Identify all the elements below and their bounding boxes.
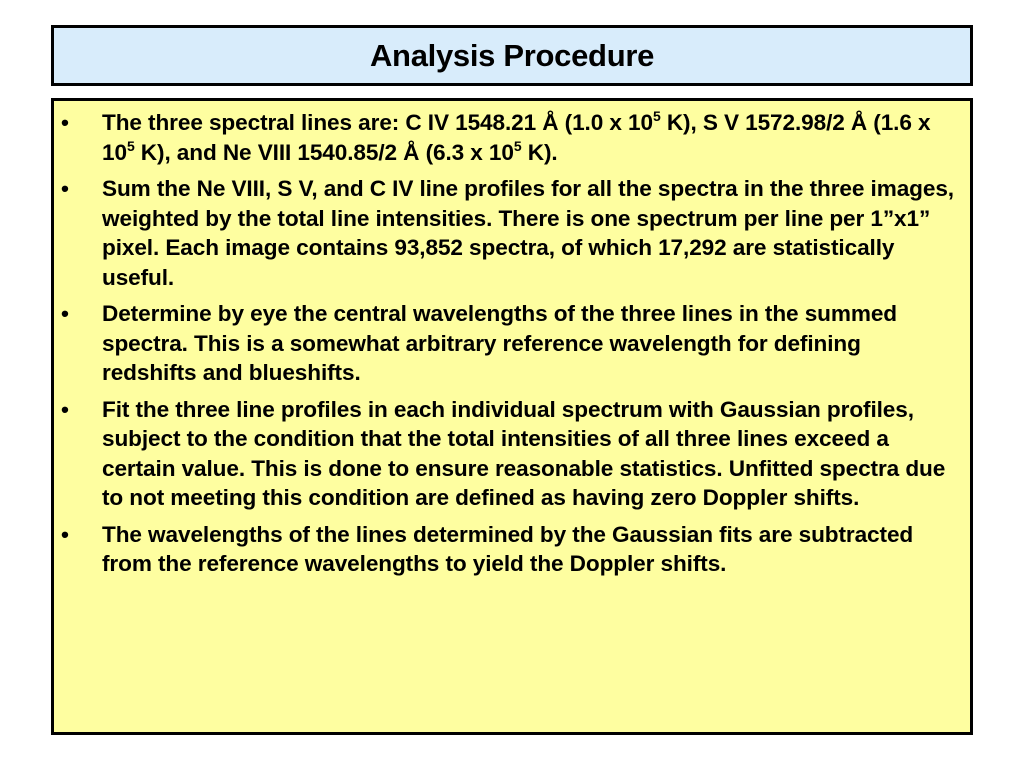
bullet-item: [54, 520, 960, 579]
superscript: 5: [652, 108, 661, 124]
bullet-symbol: •: [61, 176, 69, 201]
bullet-item: [54, 174, 960, 292]
text-run: K), and Ne VIII 1540.85/2 Å (6.3 x 10: [134, 139, 514, 165]
bullet-text: [102, 397, 945, 511]
superscript: 5: [513, 137, 522, 154]
text-run: The wavelengths of the lines determined by the Gaussian fits are subtracted from the reference wavelengths to yield the Doppler shifts.: [102, 521, 914, 576]
title-box: [51, 25, 973, 86]
slide-title: Analysis Procedure: [369, 37, 655, 73]
text-run: K).: [521, 139, 558, 165]
text-run: Fit the three line profiles in each individual spectrum with Gaussian profiles, subject to the condition that the total intensities of all three lines exceed a certain value. This is done to ensure reasonable statistics. Unfitted spectra due to not meeting this condition are defined as having zero Doppler shifts.: [102, 396, 946, 510]
text-run: Sum the Ne VIII, S V, and C IV line profiles for all the spectra in the three images, weighted by the total line intensities. There is one spectrum per line per 1”x1” pixel. Each image contains 93,852 spectra, of which 17,292 are statistically useful.: [102, 176, 954, 290]
content-box: [51, 98, 973, 735]
bullet-symbol: •: [61, 521, 69, 547]
bullet-item: [54, 108, 960, 167]
bullet-item: [54, 395, 960, 513]
bullet-text: [102, 176, 954, 290]
bullet-item: [54, 299, 960, 388]
bullet-text: [102, 522, 913, 577]
bullet-symbol: •: [61, 110, 69, 135]
bullet-text: [102, 301, 897, 385]
text-run: K), S V 1572.98/2 Å (1.6 x 10: [102, 110, 931, 165]
superscript: 5: [126, 137, 135, 154]
bullet-symbol: •: [61, 396, 69, 422]
bullet-list: [54, 101, 970, 579]
bullet-text: [102, 110, 930, 165]
text-run: The three spectral lines are: C IV 1548.21 Å (1.0 x 10: [102, 110, 653, 135]
text-run: Determine by eye the central wavelengths of the three lines in the summed spectra. This is a somewhat arbitrary reference wavelength for defining redshifts and blueshifts.: [102, 301, 898, 385]
bullet-symbol: •: [61, 301, 69, 326]
